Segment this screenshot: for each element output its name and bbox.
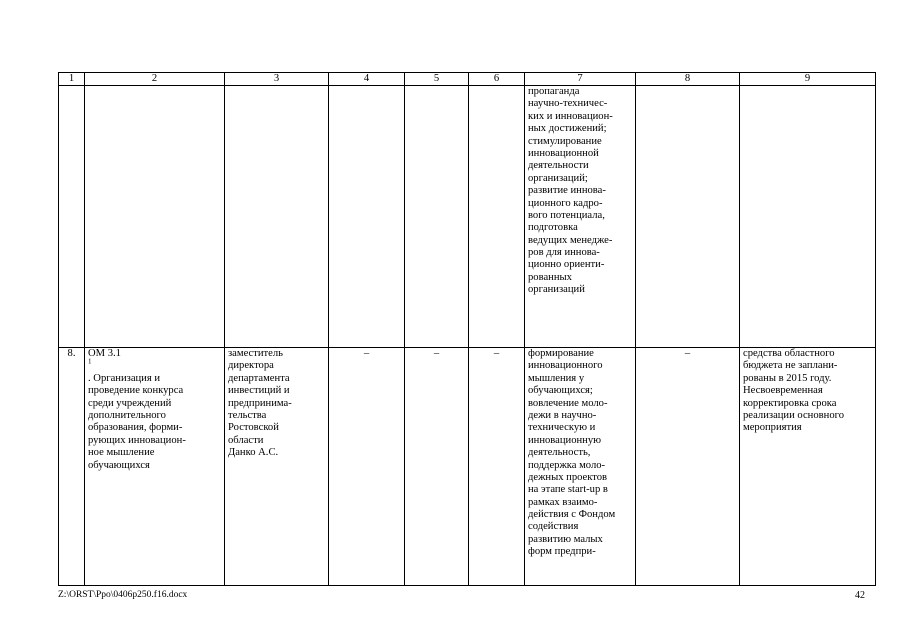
column-header-9: 9 [740, 73, 876, 86]
column-header-7: 7 [525, 73, 636, 86]
event-description: ОМ 3.1 $^1$ . Организация и проведение конкурса среди учреждений дополнительного образования, форми- рующих инновацион- ное мышление обучающихся [85, 348, 225, 586]
cell-line: рованы в 2015 году. [743, 372, 832, 384]
cell-line: действия с Фондом [528, 509, 616, 521]
cell-line: обучающихся [88, 459, 150, 471]
cell-col4 [329, 86, 405, 348]
cell-line: заместитель [228, 348, 284, 359]
cell-line: дополнительного [88, 409, 166, 421]
cell-col2 [85, 86, 225, 348]
cell-line: инвестиций и [228, 385, 290, 397]
cell-line: проведение конкурса [88, 385, 184, 397]
cell-col3 [225, 86, 329, 348]
cell-line: деятельности [528, 160, 589, 172]
cell-line: ное мышление [88, 447, 155, 459]
page-number: 42 [855, 590, 865, 601]
cell-col6: – [469, 348, 525, 586]
cell-col5: – [405, 348, 469, 586]
cell-line: корректировка срока [743, 397, 837, 409]
column-header-3: 3 [225, 73, 329, 86]
cell-line: на этапе start-up в [528, 484, 608, 496]
cell-line: пропаганда [528, 86, 580, 97]
cell-line: формирование [528, 348, 594, 359]
cell-line: образования, форми- [88, 422, 183, 434]
row-number: 8. [59, 348, 85, 586]
cell-col7 [525, 86, 636, 348]
cell-line: стимулирование [528, 135, 602, 147]
cell-line: форм предпри- [528, 546, 596, 558]
reasons-note [740, 348, 876, 586]
cell-line: инновационной [528, 147, 599, 159]
cell-col4: – [329, 348, 405, 586]
cell-line: бюджета не заплани- [743, 360, 838, 372]
cell-line: дежных проектов [528, 471, 608, 483]
cell-line: ционно ориенти- [528, 259, 605, 271]
cell-line: инновационного [528, 360, 603, 372]
cell-col9 [740, 86, 876, 348]
cell-line: рующих инновацион- [88, 434, 186, 446]
cell-line: области [228, 434, 264, 446]
cell-line: подготовка [528, 222, 578, 234]
cell-line: директора [228, 360, 274, 372]
responsible-person [225, 348, 329, 586]
cell-line: организаций [528, 284, 585, 296]
cell-line: тельства [228, 409, 267, 421]
cell-line: Ростовской [228, 422, 279, 434]
report-table [58, 72, 876, 586]
cell-line: Данко А.С. [228, 447, 279, 459]
column-header-1: 1 [59, 73, 85, 86]
header-row [59, 73, 876, 86]
cell-line: рамках взаимо- [528, 496, 598, 508]
cell-col8 [636, 86, 740, 348]
cell-line: деятельность, [528, 447, 591, 459]
cell-line: обучающихся; [528, 385, 593, 397]
cell-col6 [469, 86, 525, 348]
cell-line: ких и инновацион- [528, 110, 613, 122]
cell-line: техническую и [528, 422, 596, 434]
expected-results [525, 348, 636, 586]
cell-col1 [59, 86, 85, 348]
cell-line: вого потенциала, [528, 209, 605, 221]
cell-line: мероприятия [743, 422, 802, 434]
cell-line: организаций; [528, 172, 588, 184]
cell-line: ров для иннова- [528, 247, 600, 259]
cell-line: Несвоевременная [743, 385, 823, 397]
cell-line: поддержка моло- [528, 459, 606, 471]
cell-line: научно-техничес- [528, 98, 608, 110]
cell-line: развитию малых [528, 533, 603, 545]
cell-line: ведущих менедже- [528, 234, 613, 246]
column-header-5: 5 [405, 73, 469, 86]
cell-line: предпринима- [228, 397, 292, 409]
cell-line: департамента [228, 372, 290, 384]
cell-line: средства областного [743, 348, 835, 359]
cell-line: вовлечение моло- [528, 397, 608, 409]
footer-file-path: Z:\ORST\Ppo\0406p250.f16.docx [58, 590, 188, 600]
cell-line: содействия [528, 521, 579, 533]
cell-line: . Организация и [88, 372, 161, 384]
cell-line: мышления у [528, 372, 585, 384]
cell-line: дежи в научно- [528, 409, 597, 421]
column-header-8: 8 [636, 73, 740, 86]
cell-line: ных достижений; [528, 123, 607, 135]
column-header-2: 2 [85, 73, 225, 86]
cell-line: среди учреждений [88, 397, 172, 409]
cell-line: развитие иннова- [528, 185, 606, 197]
column-header-6: 6 [469, 73, 525, 86]
cell-line: ционного кадро- [528, 197, 603, 209]
table-row [59, 348, 876, 586]
cell-line: рованных [528, 271, 572, 283]
cell-col5 [405, 86, 469, 348]
column-header-4: 4 [329, 73, 405, 86]
cell-line: инновационную [528, 434, 602, 446]
table-row [59, 86, 876, 348]
cell-line: реализации основного [743, 409, 844, 421]
cell-col8: – [636, 348, 740, 586]
